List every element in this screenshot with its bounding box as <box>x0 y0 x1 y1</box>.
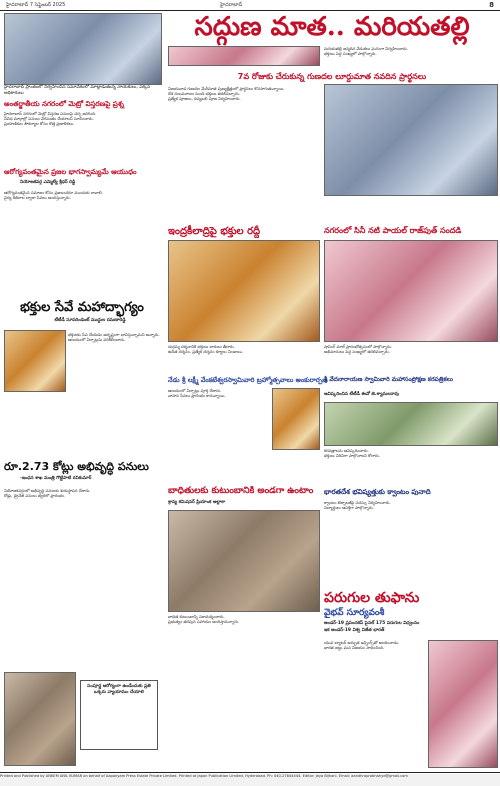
story10-body: బాధిత కుటుంబాన్ని పరామర్శించారు. ప్రభుత్వం తరపున సహాయం అందిస్తామన్నారు. <box>168 614 240 625</box>
story5-body: విజయవాడ గుణదల మేరీమాత పుణ్యక్షేత్రంలో ప్రార్థనలు కొనసాగుతున్నాయి. దేశ నలుమూలల నుండి భక్తులు తరలివచ్చారు. ప్రత్యేక పూజలు, దివ్యబలి పూజ నిర్వహించారు. <box>168 86 285 102</box>
header-rule <box>0 10 500 11</box>
cricketer-photo <box>428 640 498 768</box>
page-number: 8 <box>489 1 494 9</box>
story3-headline: భక్తుల సేవే మహాద్భాగ్యం <box>20 300 144 315</box>
officials-meeting-photo <box>168 510 320 612</box>
story3-sub: టీటీడీ సూపరిండెంట్ ముద్దుల రమణారెడ్డి <box>54 318 126 323</box>
church-ceremony-photo <box>324 84 498 196</box>
page-footer: Printed and Published by ANKEM ANIL KUMAR on behalf of Aapanyam Press Estate Private Limited. Printed at Japan Publication Limited, Hyderabad. Ph: 040-27844444. Editor: Jaya Bijhani. Email: aandhraprabhahyd@gmail.com <box>0 774 500 786</box>
story12-headline: పరుగుల తుఫాను <box>324 590 420 606</box>
temple-photo <box>4 330 66 392</box>
story10-headline: బాధితులకు కుటుంబానికి అండగా ఉంటాం <box>168 486 314 496</box>
intro-text: మరియతల్లి జన్మదిన వేడుకలు ఘనంగా నిర్వహించారు. భక్తులు పెద్ద సంఖ్యలో పాల్గొన్నారు. <box>324 46 408 57</box>
story9-headline: శ్రీ వేదనారాయణ స్వామివారి మహాసంప్రోక్షణ కరపత్రికలు <box>324 376 453 383</box>
story3-body: భక్తులకు సేవ చేయడం అదృష్టంగా భావిస్తున్నామని అన్నారు. ఆలయంలో ఏర్పాట్లను పరిశీలించారు. <box>68 332 160 343</box>
story5-headline: 7వ రోజుకు చేరుకున్న గుణదల లూర్దుమాత నవదిన ప్రార్థనలు <box>237 72 427 81</box>
story7-body: షాపింగ్ మాల్ ప్రారంభోత్సవంలో పాల్గొన్నారు. అభిమానులు పెద్ద సంఖ్యలో తరలివచ్చారు. <box>324 344 393 355</box>
story8-body: ఆలయంలో ఏర్పాట్లు పూర్తి చేశారు. వాహన సేవలు ప్రారంభం కానున్నాయి. <box>168 388 226 399</box>
story11-body: క్వాంటం టెక్నాలజీపై సదస్సు నిర్వహించారు. విద్యార్థులు ఆసక్తిగా పాల్గొన్నారు. <box>324 500 391 511</box>
pamphlet-release-photo <box>324 402 498 446</box>
story12-body: యువ బ్యాటర్ అద్భుత ఇన్నింగ్స్‌తో అలరించాడు. భారత జట్టు ఘన విజయం సాధించింది. <box>324 640 400 651</box>
story6-body: దుర్గమ్మ దర్శనానికి భక్తులు బారులు తీరారు. ఉచిత దర్శనం, ప్రత్యేక దర్శనం క్యూలు నిండాయి. <box>168 344 244 355</box>
story10-sub: శ్రావ్య కమిషనర్ ప్రియాంక అల్లాకా <box>168 500 226 505</box>
meeting-photo <box>4 13 162 85</box>
story4-body: నియోజకవర్గంలో అభివృద్ధి పనులకు శంకుస్థాపన చేశారు. రోడ్లు, డ్రైనేజీ పనులు త్వరలో ప్రారంభం. <box>4 488 91 499</box>
footer-rule <box>0 772 500 773</box>
story1-headline: అంతర్జాతీయ నగరంలో మెట్రో విస్తరణపై ప్రశ్న <box>4 100 124 108</box>
story9-sub: ఆవిష్కరించిన టీటీడీ ఈవో జె.శ్యామలరావు <box>324 392 400 397</box>
story7-headline: నగరంలో సినీ నటి పాయల్ రాజ్‌పుత్ సందడి <box>324 226 462 235</box>
story6-headline: ఇంద్రకీలాద్రిపై భక్తుల రద్దీ <box>168 226 261 237</box>
story2-headline: ఆరోగ్యవంతమైన ప్రజల భాగస్వామ్యమే ఆయుధం <box>4 168 137 176</box>
story2-body: ఆరోగ్యవంతమైన సమాజం కోసం ప్రజలందరూ ముందుకు రావాలి. వైద్య శిబిరాల ద్వారా సేవలు అందిస్తున్నారు. <box>4 190 103 201</box>
story12-sub: అండర్-19 ప్రపంచకప్ పైనల్ 175 పరుగుల విధ్వంసం <box>324 621 420 626</box>
story1-body: హైదరాబాద్ నగరంలో మెట్రో విస్తరణ పనులపై చర్చ జరిగింది. వివిధ మార్గాల్లో పనులు వేగవంతం చేయాలని సూచించారు. ప్రయాణికుల సౌకర్యాల కోసం కొత్త ప్రణాళికలు. <box>4 111 97 127</box>
header-date: హైదరాబాద్ 7 సెప్టెంబర్ 2025 <box>6 2 66 8</box>
story11-headline: భారతదేశ భవిష్యత్తుకు క్వాంటం పునాది <box>324 488 431 496</box>
story4-sub: -ఇంధన శాఖ మంత్రి గొట్టిపాటి రవికుమార్ <box>20 476 92 481</box>
leader-photo <box>4 672 76 766</box>
story9-body: కరపత్రాలను ఆవిష్కరించారు. భక్తులు విరివిగా పాల్గొనాలని కోరారు. <box>324 448 380 459</box>
devotees-photo <box>168 240 320 342</box>
story8-headline: నేడు శ్రీ లక్ష్మీ వేంకటేశ్వరస్వామివారి బ్రహ్మోత్సవాలు అంకురార్పణ <box>168 376 328 384</box>
temple-gopuram-photo <box>272 388 320 450</box>
story4-headline: రూ.2.73 కోట్లు అభివృద్ధి పనులు <box>4 460 149 473</box>
actress-event-photo <box>324 240 498 342</box>
masthead-title: సద్గుణ మాత.. మరియతల్లి <box>194 12 470 42</box>
page-header <box>0 0 500 10</box>
story2-sub: నియోజకవర్గ ఎమ్మెల్యే శ్రీధర్ రెడ్డి <box>20 180 76 185</box>
quote-box: సంపూర్ణ ఆరోగ్యంగా ఉండేందుకు ప్రతి ఒక్కరు వ్యాయామం చేయాలి <box>80 680 158 750</box>
meeting-photo-caption: హైదరాబాద్ ప్రాంతంలో నిర్వహించిన సమావేశంలో మాట్లాడుతున్న నాయకులు, పక్కన అధికారులు <box>4 85 151 96</box>
header-section: హైదరాబాద్ <box>220 2 243 8</box>
story12-sub2: ఇక అండర్-19 విశ్వ విజేత భారత్ <box>324 628 385 633</box>
story12-subhead: వైభవ్ సూర్యవంశీ <box>324 608 385 618</box>
masthead-strip-photo <box>168 46 320 66</box>
